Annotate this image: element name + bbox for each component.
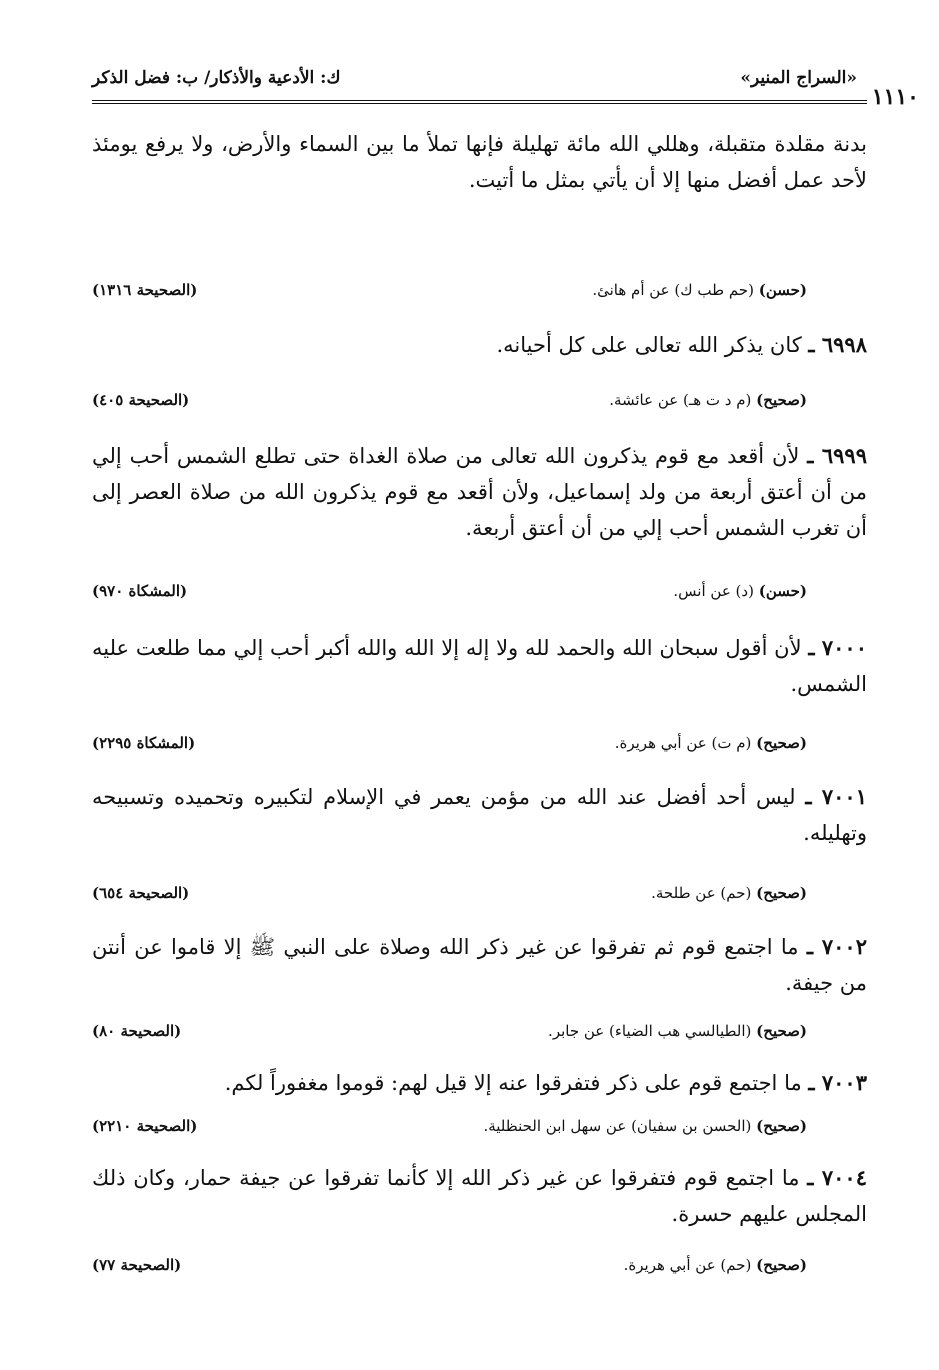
hadith-entry	[92, 779, 867, 851]
hadith-text	[92, 327, 867, 363]
hadith-text	[92, 438, 867, 546]
hadith-narrator: (حم) عن أبي هريرة.	[623, 1256, 752, 1274]
hadith-narrator: (م د ت هـ) عن عائشة.	[609, 391, 752, 409]
hadith-entry	[92, 327, 867, 363]
hadith-source	[92, 1022, 867, 1048]
hadith-entry	[92, 438, 867, 546]
hadith-reference: (الصحيحة ٤٠٥)	[92, 391, 190, 409]
chapter-title: ك: الأدعية والأذكار/ ب: فضل الذكر	[92, 68, 341, 88]
hadith-entry	[92, 1160, 867, 1232]
hadith-narrator: (د) عن أنس.	[673, 582, 754, 600]
hadith-source	[92, 582, 867, 608]
hadith-grade: (صحيح)	[756, 1022, 807, 1040]
hadith-narrator: (م ت) عن أبي هريرة.	[614, 734, 752, 752]
hadith-grade: (صحيح)	[756, 1256, 807, 1274]
document-page	[92, 0, 919, 1370]
hadith-body: لأن أقول سبحان الله والحمد لله ولا إله إلا الله والله أكبر أحب إلي مما طلعت عليه الشمس.	[92, 636, 867, 696]
hadith-entry	[92, 1065, 867, 1101]
hadith-source	[92, 1256, 867, 1282]
hadith-body: ما اجتمع قوم على ذكر فتفرقوا عنه إلا قيل لهم: قوموا مغفوراً لكم.	[224, 1071, 802, 1095]
hadith-entry	[92, 630, 867, 702]
hadith-grade: (حسن)	[758, 582, 807, 600]
hadith-source	[92, 734, 867, 760]
hadith-grade: (حسن)	[758, 281, 807, 299]
hadith-number: ٦٩٩٩ ـ	[807, 443, 867, 468]
book-title: «السراج المنير»	[740, 68, 857, 88]
hadith-reference: (الصحيحة ١٣١٦)	[92, 281, 198, 299]
hadith-narrator: (حم طب ك) عن أم هانئ.	[592, 281, 754, 299]
hadith-entry	[92, 929, 867, 1001]
hadith-narrator: (حم) عن طلحة.	[651, 884, 752, 902]
hadith-number: ٧٠٠١ ـ	[805, 784, 867, 809]
hadith-reference: (المشكاة ٩٧٠)	[92, 582, 188, 600]
hadith-reference: (الصحيحة ٦٥٤)	[92, 884, 190, 902]
hadith-text	[92, 630, 867, 702]
hadith-grade: (صحيح)	[756, 1117, 807, 1135]
hadith-number: ٦٩٩٨ ـ	[808, 332, 867, 357]
page-header	[92, 68, 867, 98]
hadith-source	[92, 281, 867, 307]
hadith-body: كان يذكر الله تعالى على كل أحيانه.	[496, 333, 802, 357]
hadith-body: ما اجتمع قوم فتفرقوا عن غير ذكر الله إلا كأنما تفرقوا عن جيفة حمار، وكان ذلك المجلس عليهم حسرة.	[92, 1166, 867, 1226]
header-rule	[92, 100, 867, 104]
hadith-text	[92, 1160, 867, 1232]
hadith-number: ٧٠٠٢ ـ	[806, 934, 867, 959]
hadith-text	[92, 1065, 867, 1101]
hadith-narrator: (الطيالسي هب الضياء) عن جابر.	[548, 1022, 752, 1040]
hadith-body: ليس أحد أفضل عند الله من مؤمن يعمر في الإسلام لتكبيره وتحميده وتسبيحه وتهليله.	[92, 785, 867, 845]
hadith-narrator: (الحسن بن سفيان) عن سهل ابن الحنظلية.	[483, 1117, 752, 1135]
hadith-reference: (المشكاة ٢٢٩٥)	[92, 734, 196, 752]
page-number: ١١١٠	[871, 84, 919, 110]
hadith-text	[92, 126, 867, 198]
hadith-entry	[92, 126, 867, 198]
hadith-grade: (صحيح)	[756, 391, 807, 409]
hadith-grade: (صحيح)	[756, 884, 807, 902]
hadith-reference: (الصحيحة ٧٧)	[92, 1256, 182, 1274]
hadith-body: بدنة مقلدة متقبلة، وهللي الله مائة تهليلة فإنها تملأ ما بين السماء والأرض، ولا يرفع يومئذ لأحد عمل أفضل منها إلا أن يأتي بمثل ما أتيت.	[92, 132, 867, 192]
hadith-source	[92, 391, 867, 417]
hadith-number: ٧٠٠٣ ـ	[808, 1070, 867, 1095]
hadith-source	[92, 884, 867, 910]
hadith-reference: (الصحيحة ٨٠)	[92, 1022, 182, 1040]
hadith-text	[92, 779, 867, 851]
hadith-reference: (الصحيحة ٢٢١٠)	[92, 1117, 198, 1135]
hadith-source	[92, 1117, 867, 1143]
hadith-text	[92, 929, 867, 1001]
hadith-grade: (صحيح)	[756, 734, 807, 752]
hadith-number: ٧٠٠٠ ـ	[808, 635, 867, 660]
hadith-body: ما اجتمع قوم ثم تفرقوا عن غير ذكر الله وصلاة على النبي ﷺ إلا قاموا عن أنتن من جيفة.	[92, 935, 867, 995]
hadith-number: ٧٠٠٤ ـ	[807, 1165, 867, 1190]
hadith-body: لأن أقعد مع قوم يذكرون الله تعالى من صلاة الغداة حتى تطلع الشمس أحب إلي من أن أعتق أربعة من ولد إسماعيل، ولأن أقعد مع قوم يذكرون الله من صلاة العصر إلى أن تغرب الشمس أحب إلي من أن أعتق أربعة.	[92, 444, 867, 540]
